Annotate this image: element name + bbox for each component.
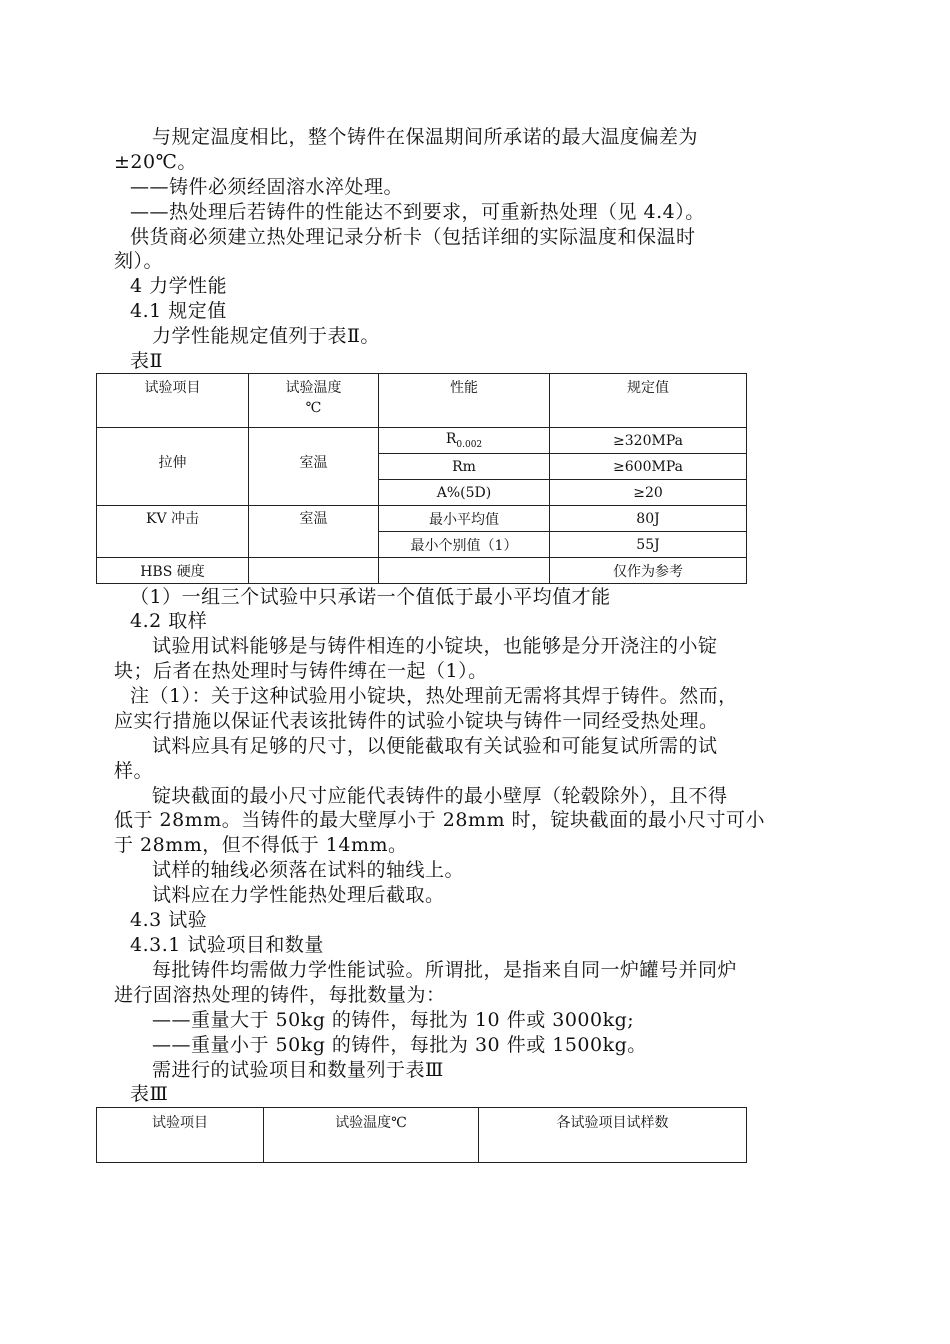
temp-cell: 室温 <box>249 428 379 506</box>
paragraph-line: ——热处理后若铸件的性能达不到要求，可重新热处理（见 4.4）。 <box>130 201 705 223</box>
prop-subscript: 0.002 <box>456 439 483 450</box>
table-footnote: （1）一组三个试验中只承诺一个值低于最小平均值才能 <box>130 586 611 608</box>
paragraph-line: 锭块截面的最小尺寸应能代表铸件的最小壁厚（轮毂除外），且不得 <box>152 785 728 807</box>
prop-symbol: R <box>445 431 457 448</box>
paragraph-line: 力学性能规定值列于表Ⅱ。 <box>152 325 380 347</box>
paragraph-line: ——铸件必须经固溶水淬处理。 <box>130 176 404 198</box>
paragraph-line: ±20℃。 <box>114 151 197 173</box>
note-line: 应实行措施以保证代表该批铸件的试验小锭块与铸件一同经受热处理。 <box>114 710 719 732</box>
prop-cell: 最小平均值 <box>379 506 550 532</box>
header-text: 试验温度 <box>285 380 342 396</box>
table-3 <box>96 1107 747 1163</box>
table-row <box>97 428 747 454</box>
prop-cell: 最小个别值（1） <box>379 532 550 558</box>
paragraph-line: 每批铸件均需做力学性能试验。所谓批，是指来自同一炉罐号并同炉 <box>152 959 738 981</box>
item-cell: 拉伸 <box>97 428 249 506</box>
prop-cell: Rm <box>379 454 550 480</box>
header-unit: ℃ <box>305 400 322 416</box>
table-row <box>97 558 747 584</box>
value-cell: 55J <box>550 532 747 558</box>
list-item: ——重量大于 50kg 的铸件，每批为 10 件或 3000kg; <box>152 1009 635 1031</box>
item-cell: KV 冲击 <box>97 506 249 558</box>
paragraph-line: 试料应在力学性能热处理后截取。 <box>152 884 445 906</box>
paragraph-line: 进行固溶热处理的铸件，每批数量为： <box>114 984 446 1006</box>
prop-cell: A%(5D) <box>379 480 550 506</box>
table-header-row <box>97 374 747 428</box>
value-cell: ≥320MPa <box>550 428 747 454</box>
header-cell: 试验项目 <box>97 1108 264 1163</box>
paragraph-line: 块；后者在热处理时与铸件缚在一起（1）。 <box>114 660 488 682</box>
section-heading: 4.3 试验 <box>130 909 208 931</box>
table-caption: 表Ⅱ <box>130 350 163 372</box>
value-cell: 80J <box>550 506 747 532</box>
section-heading: 4.1 规定值 <box>130 300 227 322</box>
prop-cell <box>379 558 550 584</box>
paragraph-line: 于 28mm，但不得低于 14mm。 <box>114 834 408 856</box>
paragraph-line: 刻）。 <box>114 250 164 272</box>
header-cell: 试验温度℃ <box>264 1108 479 1163</box>
item-cell: HBS 硬度 <box>97 558 249 584</box>
paragraph-line: 试样的轴线必须落在试料的轴线上。 <box>152 859 465 881</box>
table-caption: 表Ⅲ <box>130 1083 169 1105</box>
table-2 <box>96 373 747 584</box>
section-heading: 4 力学性能 <box>130 275 228 297</box>
temp-cell <box>249 558 379 584</box>
table-header-row <box>97 1108 747 1163</box>
paragraph-line: 样。 <box>114 760 154 782</box>
list-item: ——重量小于 50kg 的铸件，每批为 30 件或 1500kg。 <box>152 1034 647 1056</box>
table-row <box>97 506 747 532</box>
paragraph-line: 试料应具有足够的尺寸，以便能截取有关试验和可能复试所需的试 <box>152 735 718 757</box>
note-line: 注（1）：关于这种试验用小锭块，热处理前无需将其焊于铸件。然而， <box>130 685 738 707</box>
value-cell: 仅作为参考 <box>550 558 747 584</box>
section-heading: 4.3.1 试验项目和数量 <box>130 934 324 956</box>
paragraph-line: 需进行的试验项目和数量列于表Ⅲ <box>152 1059 444 1081</box>
paragraph-line: 低于 28mm。当铸件的最大壁厚小于 28mm 时，锭块截面的最小尺寸可小 <box>114 809 766 831</box>
paragraph-line: 供货商必须建立热处理记录分析卡（包括详细的实际温度和保温时 <box>130 226 696 248</box>
header-cell: 各试验项目试样数 <box>479 1108 747 1163</box>
value-cell: ≥20 <box>550 480 747 506</box>
header-cell: 规定值 <box>550 374 747 428</box>
header-cell: 性能 <box>379 374 550 428</box>
header-cell <box>249 374 379 428</box>
header-cell: 试验项目 <box>97 374 249 428</box>
prop-cell <box>379 428 550 454</box>
temp-cell: 室温 <box>249 506 379 558</box>
paragraph-line: 试验用试料能够是与铸件相连的小锭块，也能够是分开浇注的小锭 <box>152 635 718 657</box>
paragraph-line: 与规定温度相比，整个铸件在保温期间所承诺的最大温度偏差为 <box>152 126 699 148</box>
value-cell: ≥600MPa <box>550 454 747 480</box>
section-heading: 4.2 取样 <box>130 610 208 632</box>
